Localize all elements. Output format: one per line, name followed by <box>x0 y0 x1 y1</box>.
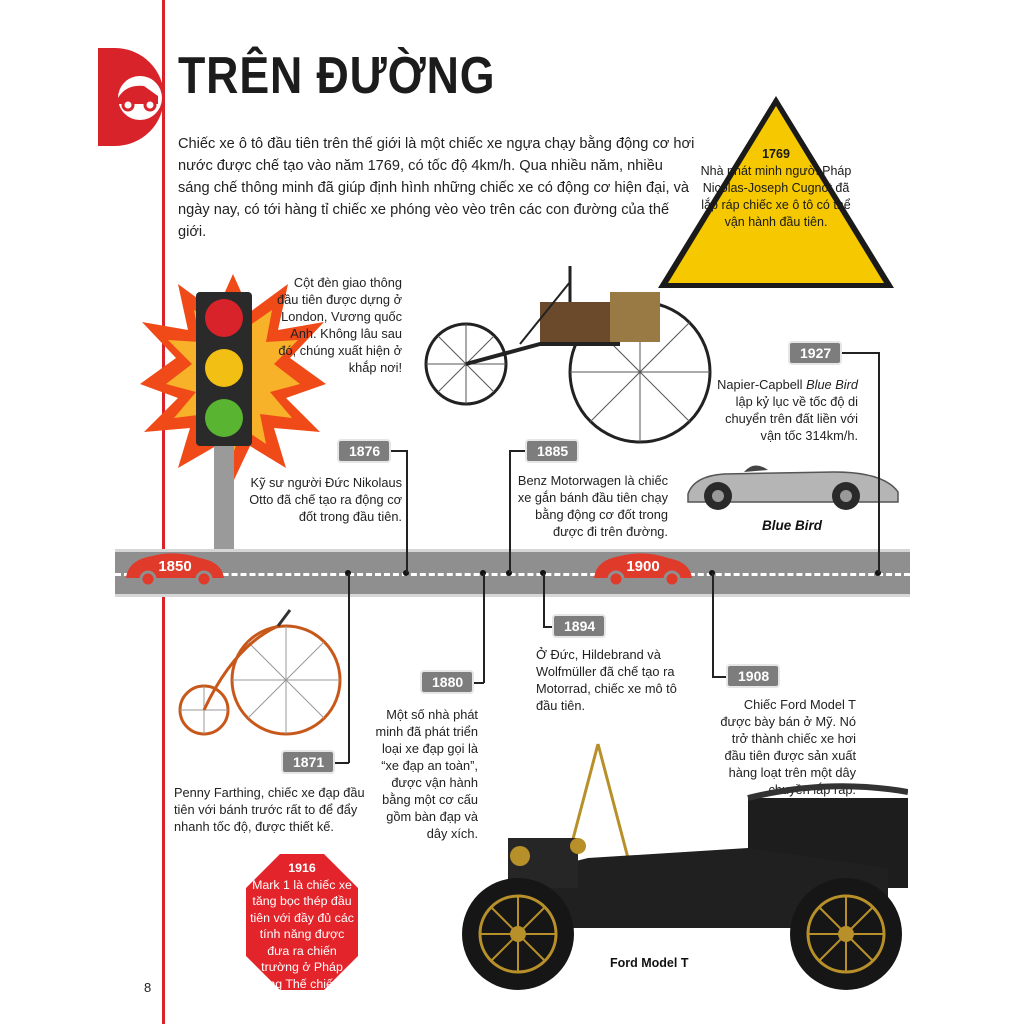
event-1908-text: Chiếc Ford Model T được bày bán ở Mỹ. Nó trở thành chiếc xe hơi đầu tiên được sản xuất hàng loạt trên một dây chuyền lắp ráp. <box>720 697 856 797</box>
penny-farthing-illustration <box>174 606 344 738</box>
event-1927-text-italic: Blue Bird <box>806 377 858 392</box>
event-1927-text-b: lập kỷ lục về tốc độ di chuyển trên đất liền với vận tốc 314km/h. <box>725 394 858 443</box>
year-tag-1876: 1876 <box>337 439 391 463</box>
road-center-line <box>115 573 910 576</box>
connector-1885 <box>509 450 511 573</box>
car-icon <box>98 48 164 146</box>
connector-1876 <box>406 450 408 573</box>
car-logo-badge <box>98 48 164 146</box>
marker-1900 <box>590 548 696 588</box>
road-timeline <box>115 549 910 597</box>
marker-1850-label: 1850 <box>158 558 192 575</box>
sign-1769-text <box>700 146 852 231</box>
year-tag-1880: 1880 <box>420 670 474 694</box>
connector-1894 <box>543 573 545 627</box>
event-1894-text: Ở Đức, Hildebrand và Wolfmüller đã chế tạo ra Motorrad, chiếc xe mô tô đầu tiên. <box>536 647 677 713</box>
intro-paragraph: Chiếc xe ô tô đầu tiên trên thế giới là một chiếc xe ngựa chạy bằng động cơ hơi nước được chế tạo vào năm 1769, có tốc độ 4km/h. Qua nhiều năm, nhiều sáng chế thông minh đã giúp định hình những chiếc xe có động cơ hiện đại, và ngày nay, có tới hàng tỉ chiếc xe phóng vèo vèo trên các con đường của thế giới. <box>178 136 695 240</box>
sign-1916-text <box>250 860 354 992</box>
event-1871-text: Penny Farthing, chiếc xe đạp đầu tiên với bánh trước rất to để đẩy nhanh tốc độ, được thiết kế. <box>174 785 365 834</box>
year-tag-1885: 1885 <box>525 439 579 463</box>
connector-1871 <box>348 573 350 763</box>
sign-1916-year: 1916 <box>288 861 316 875</box>
benz-motorwagen-illustration <box>420 262 720 447</box>
page-title: TRÊN ĐƯỜNG <box>178 47 496 105</box>
page-number: 8 <box>144 980 152 995</box>
event-1927-text-a: Napier-Capbell <box>717 377 807 392</box>
event-1880-text: Một số nhà phát minh đã phát triển loại xe đạp gọi là “xe đạp an toàn”, được vận hành bằng một cơ cấu gồm bàn đạp và dây xích. <box>375 707 478 841</box>
event-1876-text: Kỹ sư người Đức Nikolaus Otto đã chế tạo ra động cơ đốt trong đầu tiên. <box>249 475 402 524</box>
traffic-light-note: Cột đèn giao thông đầu tiên được dựng ở London, Vương quốc Anh. Không lâu sau đó, chúng xuất hiện ở khắp nơi! <box>277 275 402 375</box>
event-1927-text <box>712 376 858 444</box>
sign-1916-body: Mark 1 là chiếc xe tăng bọc thép đầu tiên với đầy đủ các tính năng được đưa ra chiến trường ở Pháp trong Thế chiến I. <box>250 877 354 991</box>
marker-1850 <box>122 548 228 588</box>
sign-1769-body: Nhà phát minh người Pháp Nicolas-Joseph Cugnot đã lắp ráp chiếc xe ô tô có thể vận hành đầu tiên. <box>700 164 852 229</box>
blue-bird-caption: Blue Bird <box>762 518 823 533</box>
blue-bird-car-illustration <box>684 458 902 516</box>
connector-1927-h <box>840 352 879 354</box>
year-tag-1871: 1871 <box>281 750 335 774</box>
year-tag-1927: 1927 <box>788 341 842 365</box>
marker-1900-label: 1900 <box>626 558 660 575</box>
year-tag-1908: 1908 <box>726 664 780 688</box>
sign-1769-year: 1769 <box>762 147 790 161</box>
connector-1908 <box>712 573 714 677</box>
connector-1927 <box>878 352 880 573</box>
event-1885-text: Benz Motorwagen là chiếc xe gắn bánh đầu tiên chạy bằng động cơ đốt trong được đi trên đường. <box>517 473 668 539</box>
year-tag-1894: 1894 <box>552 614 606 638</box>
connector-1880 <box>483 573 485 683</box>
ford-model-t-caption: Ford Model T <box>610 956 689 970</box>
